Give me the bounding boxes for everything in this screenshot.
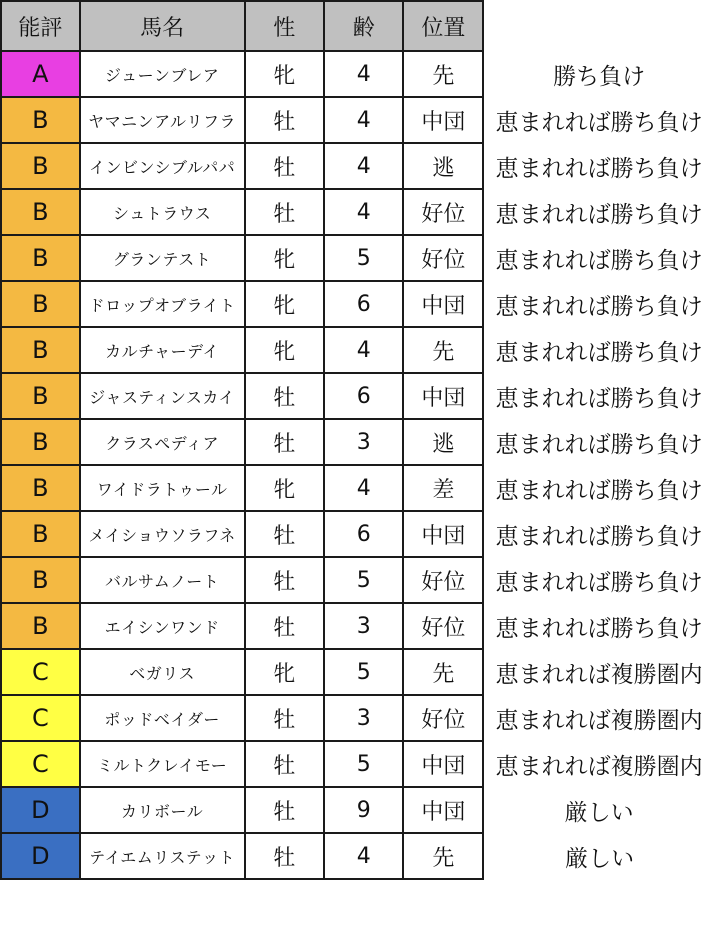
sex-cell: 牡	[245, 787, 324, 833]
table-row	[1, 695, 715, 741]
age-cell: 6	[324, 511, 403, 557]
position-cell: 中団	[403, 281, 483, 327]
sex-cell: 牡	[245, 189, 324, 235]
sex-cell: 牡	[245, 511, 324, 557]
age-cell: 5	[324, 557, 403, 603]
sex-cell: 牡	[245, 143, 324, 189]
grade-cell: B	[1, 189, 80, 235]
comment-cell: 恵まれれば複勝圏内	[483, 741, 715, 787]
table-row	[1, 189, 715, 235]
position-cell: 先	[403, 51, 483, 97]
sex-cell: 牝	[245, 327, 324, 373]
sex-cell: 牝	[245, 649, 324, 695]
horse-name-cell: シュトラウス	[80, 189, 245, 235]
position-cell: 差	[403, 465, 483, 511]
horse-name-cell: メイショウソラフネ	[80, 511, 245, 557]
comment-cell: 恵まれれば勝ち負け	[483, 143, 715, 189]
grade-cell: B	[1, 327, 80, 373]
comment-cell: 厳しい	[483, 787, 715, 833]
sex-cell: 牡	[245, 419, 324, 465]
position-cell: 先	[403, 327, 483, 373]
horse-name-cell: ポッドベイダー	[80, 695, 245, 741]
age-cell: 5	[324, 649, 403, 695]
grade-cell: B	[1, 465, 80, 511]
header-horse-name: 馬名	[80, 1, 245, 51]
position-cell: 中団	[403, 741, 483, 787]
sex-cell: 牝	[245, 51, 324, 97]
table-body	[1, 51, 715, 879]
age-cell: 6	[324, 281, 403, 327]
comment-cell: 恵まれれば勝ち負け	[483, 603, 715, 649]
header-comment-blank	[483, 1, 715, 51]
sex-cell: 牡	[245, 695, 324, 741]
sex-cell: 牡	[245, 97, 324, 143]
position-cell: 好位	[403, 557, 483, 603]
horse-name-cell: カリボール	[80, 787, 245, 833]
age-cell: 4	[324, 833, 403, 879]
header-age: 齢	[324, 1, 403, 51]
position-cell: 先	[403, 649, 483, 695]
comment-cell: 恵まれれば勝ち負け	[483, 281, 715, 327]
horse-name-cell: バルサムノート	[80, 557, 245, 603]
grade-cell: B	[1, 97, 80, 143]
grade-cell: B	[1, 557, 80, 603]
horse-name-cell: ワイドラトゥール	[80, 465, 245, 511]
table-row	[1, 419, 715, 465]
age-cell: 9	[324, 787, 403, 833]
sex-cell: 牝	[245, 235, 324, 281]
sex-cell: 牡	[245, 833, 324, 879]
age-cell: 5	[324, 741, 403, 787]
horse-name-cell: カルチャーデイ	[80, 327, 245, 373]
table-row	[1, 787, 715, 833]
comment-cell: 恵まれれば勝ち負け	[483, 327, 715, 373]
table-row	[1, 833, 715, 879]
horse-name-cell: テイエムリステット	[80, 833, 245, 879]
position-cell: 中団	[403, 511, 483, 557]
table-row	[1, 51, 715, 97]
age-cell: 4	[324, 51, 403, 97]
horse-name-cell: エイシンワンド	[80, 603, 245, 649]
horse-name-cell: グランテスト	[80, 235, 245, 281]
grade-cell: A	[1, 51, 80, 97]
position-cell: 中団	[403, 97, 483, 143]
horse-name-cell: インビンシブルパパ	[80, 143, 245, 189]
header-sex: 性	[245, 1, 324, 51]
age-cell: 4	[324, 97, 403, 143]
table-row	[1, 235, 715, 281]
age-cell: 3	[324, 419, 403, 465]
comment-cell: 恵まれれば勝ち負け	[483, 235, 715, 281]
horse-name-cell: ヤマニンアルリフラ	[80, 97, 245, 143]
table-row	[1, 281, 715, 327]
table-row	[1, 649, 715, 695]
position-cell: 好位	[403, 235, 483, 281]
comment-cell: 恵まれれば複勝圏内	[483, 695, 715, 741]
horse-name-cell: ミルトクレイモー	[80, 741, 245, 787]
comment-cell: 勝ち負け	[483, 51, 715, 97]
horse-name-cell: クラスペディア	[80, 419, 245, 465]
position-cell: 好位	[403, 189, 483, 235]
comment-cell: 恵まれれば勝ち負け	[483, 97, 715, 143]
age-cell: 4	[324, 143, 403, 189]
position-cell: 中団	[403, 787, 483, 833]
header-grade: 能評	[1, 1, 80, 51]
grade-cell: C	[1, 649, 80, 695]
horse-name-cell: ドロップオブライト	[80, 281, 245, 327]
position-cell: 好位	[403, 603, 483, 649]
grade-cell: C	[1, 695, 80, 741]
grade-cell: D	[1, 787, 80, 833]
table-row	[1, 143, 715, 189]
grade-cell: D	[1, 833, 80, 879]
sex-cell: 牡	[245, 741, 324, 787]
grade-cell: B	[1, 603, 80, 649]
age-cell: 3	[324, 603, 403, 649]
comment-cell: 厳しい	[483, 833, 715, 879]
comment-cell: 恵まれれば勝ち負け	[483, 465, 715, 511]
horse-name-cell: ベガリス	[80, 649, 245, 695]
table-row	[1, 603, 715, 649]
grade-cell: B	[1, 511, 80, 557]
age-cell: 4	[324, 465, 403, 511]
position-cell: 先	[403, 833, 483, 879]
position-cell: 逃	[403, 419, 483, 465]
age-cell: 6	[324, 373, 403, 419]
grade-cell: B	[1, 281, 80, 327]
grade-cell: C	[1, 741, 80, 787]
table-row	[1, 557, 715, 603]
table-row	[1, 465, 715, 511]
sex-cell: 牡	[245, 373, 324, 419]
header-position: 位置	[403, 1, 483, 51]
grade-cell: B	[1, 419, 80, 465]
sex-cell: 牝	[245, 281, 324, 327]
position-cell: 好位	[403, 695, 483, 741]
grade-cell: B	[1, 143, 80, 189]
comment-cell: 恵まれれば勝ち負け	[483, 511, 715, 557]
comment-cell: 恵まれれば勝ち負け	[483, 557, 715, 603]
header-row	[1, 1, 715, 51]
table-row	[1, 373, 715, 419]
sex-cell: 牝	[245, 465, 324, 511]
comment-cell: 恵まれれば勝ち負け	[483, 373, 715, 419]
table-row	[1, 741, 715, 787]
comment-cell: 恵まれれば勝ち負け	[483, 419, 715, 465]
sex-cell: 牡	[245, 603, 324, 649]
comment-cell: 恵まれれば勝ち負け	[483, 189, 715, 235]
comment-cell: 恵まれれば複勝圏内	[483, 649, 715, 695]
grade-cell: B	[1, 373, 80, 419]
table-row	[1, 97, 715, 143]
horse-name-cell: ジャスティンスカイ	[80, 373, 245, 419]
position-cell: 中団	[403, 373, 483, 419]
age-cell: 4	[324, 189, 403, 235]
table-row	[1, 327, 715, 373]
horse-name-cell: ジューンブレア	[80, 51, 245, 97]
position-cell: 逃	[403, 143, 483, 189]
age-cell: 5	[324, 235, 403, 281]
age-cell: 3	[324, 695, 403, 741]
table-row	[1, 511, 715, 557]
grade-cell: B	[1, 235, 80, 281]
age-cell: 4	[324, 327, 403, 373]
sex-cell: 牡	[245, 557, 324, 603]
